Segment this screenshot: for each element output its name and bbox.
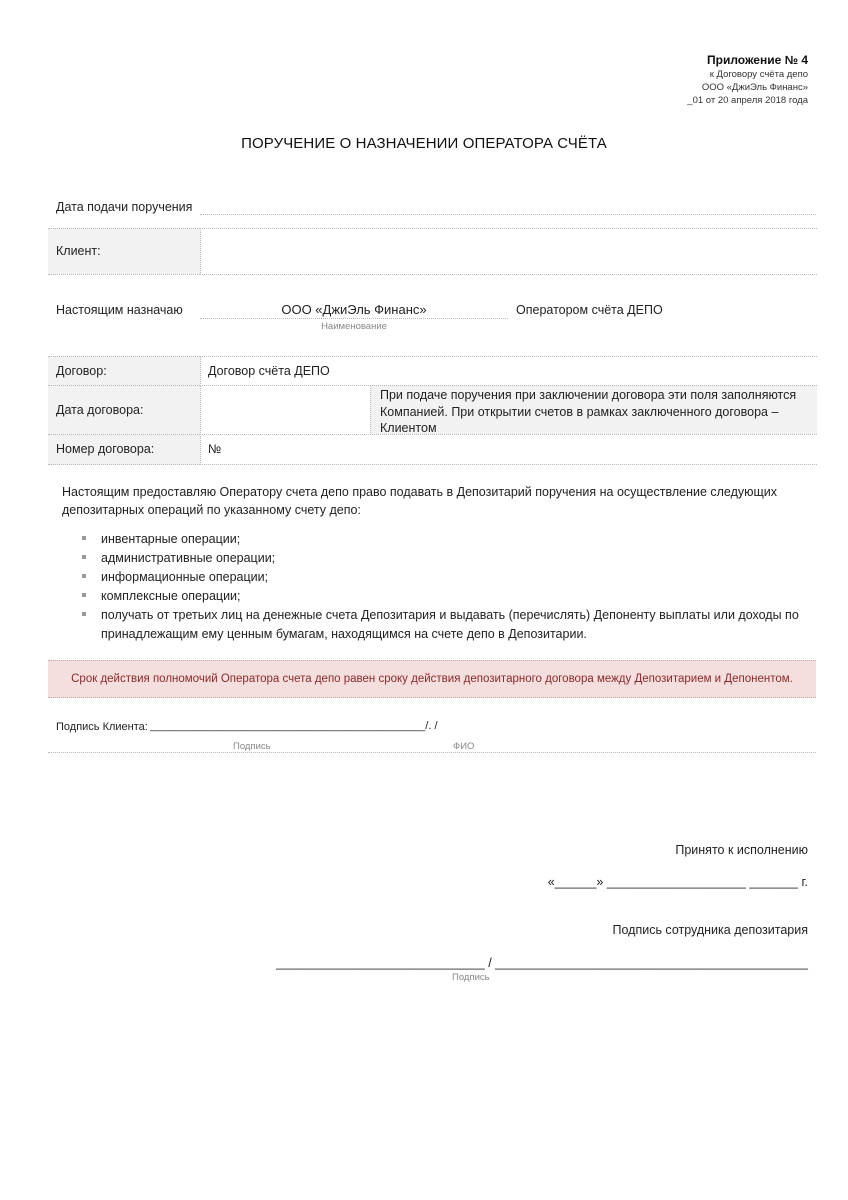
appendix-line-2: ООО «ДжиЭль Финанс»: [701, 82, 808, 93]
appointee-caption: Наименование: [321, 321, 387, 332]
bullet-square-icon: [82, 593, 86, 597]
list-item: административные операции;: [80, 549, 800, 568]
validity-notice-text: Срок действия полномочий Оператора счета депо равен сроку действия депозитарного договора между Депозитарием и Депонентом.: [71, 673, 793, 685]
operations-list: [80, 530, 800, 644]
signature-divider: [48, 752, 816, 753]
client-name-caption: ФИО: [453, 741, 475, 752]
client-label: Клиент:: [56, 244, 101, 258]
contract-number-field[interactable]: [200, 434, 817, 465]
client-field[interactable]: [200, 228, 817, 275]
bullet-square-icon: [82, 536, 86, 540]
submission-date-field[interactable]: [200, 200, 816, 215]
contract-label: Договор:: [56, 364, 107, 378]
validity-notice: [48, 660, 816, 698]
list-item: получать от третьих лиц на денежные счета Депозитария и выдавать (перечислять) Депоненту выплаты или доходы по принадлежащим ему ценным бумагам, находящимся на счете депо в Депозитарии.: [80, 606, 800, 644]
employee-signature-label: Подпись сотрудника депозитария: [612, 923, 808, 937]
bullet-square-icon: [82, 612, 86, 616]
acceptance-date-line[interactable]: «______» ____________________ _______ г.: [547, 875, 808, 889]
client-signature-caption: Подпись: [233, 741, 271, 752]
list-item: информационные операции;: [80, 568, 800, 587]
contract-date-label: Дата договора:: [56, 403, 144, 417]
contract-number-value: №: [208, 442, 222, 456]
employee-signature-line[interactable]: ______________________________ / _____________________________________________: [276, 956, 808, 970]
submission-date-label: Дата подачи поручения: [56, 200, 193, 214]
contract-table: [48, 356, 816, 464]
appointee-role: Оператором счёта ДЕПО: [516, 303, 663, 317]
contract-date-field[interactable]: [200, 385, 371, 435]
contract-note: При подаче поручения при заключении договора эти поля заполняются Компанией. При открытии счетов в рамках заключенного договора – Клиентом: [380, 388, 797, 435]
appendix-line-3: _01 от 20 апреля 2018 года: [687, 95, 808, 106]
employee-signature-caption: Подпись: [452, 972, 490, 983]
list-item: комплексные операции;: [80, 587, 800, 606]
client-signature-label: Подпись Клиента:: [56, 721, 148, 733]
appendix-title: Приложение № 4: [706, 53, 808, 67]
appoint-label: Настоящим назначаю: [56, 303, 183, 317]
acceptance-label: Принято к исполнению: [675, 843, 808, 857]
appointee-name: ООО «ДжиЭль Финанс»: [281, 302, 427, 317]
appendix-line-1: к Договору счёта депо: [709, 69, 808, 80]
list-item: инвентарные операции;: [80, 530, 800, 549]
bullet-square-icon: [82, 555, 86, 559]
authorization-paragraph: Настоящим предоставляю Оператору счета депо право подавать в Депозитарий поручения на осуществление следующих депозитарных операций по указанному счету депо:: [62, 485, 778, 517]
client-signature-line[interactable]: _____________________________________________/. /: [150, 720, 438, 732]
contract-number-label: Номер договора:: [56, 442, 155, 456]
bullet-square-icon: [82, 574, 86, 578]
document-title: ПОРУЧЕНИЕ О НАЗНАЧЕНИИ ОПЕРАТОРА СЧЁТА: [241, 135, 607, 152]
contract-value: Договор счёта ДЕПО: [208, 364, 330, 378]
